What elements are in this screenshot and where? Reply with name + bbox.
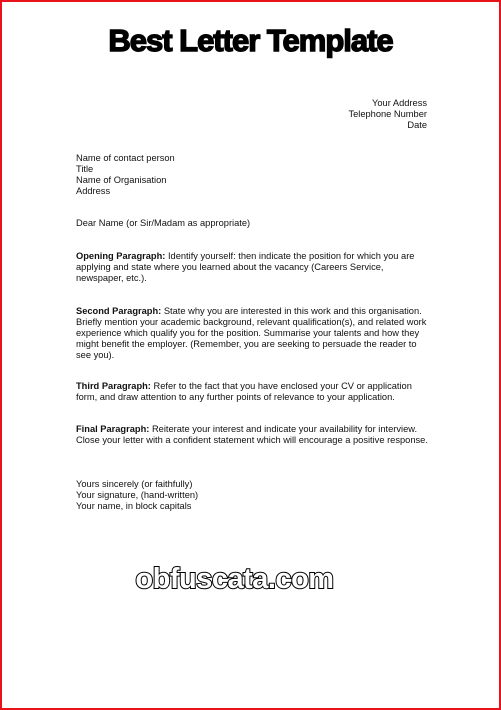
paragraph-body: Refer to the fact that you have enclosed your CV or application form, and draw attention to any further points of relevance to your application. (76, 381, 412, 402)
recipient-contact-line: Name of contact person (76, 153, 175, 163)
paragraph-heading: Opening Paragraph: (76, 251, 166, 261)
third-paragraph (76, 381, 428, 403)
recipient-organisation-line: Name of Organisation (76, 175, 167, 185)
recipient-title-line: Title (76, 164, 94, 174)
paragraph-body: State why you are interested in this work and this organisation. Briefly mention your academic background, relevant qualification(s), and related work experience which qualify you for the position. Summarise your talents and how they might benefit the employer. (Remember, you are seeking to persuade the reader to see you). (76, 306, 427, 360)
sender-telephone-line: Telephone Number (348, 109, 427, 119)
watermark: obfuscata.com (135, 563, 334, 595)
paragraph-heading: Third Paragraph: (76, 381, 151, 391)
paragraph-body: Reiterate your interest and indicate your availability for interview. Close your letter with a confident statement which will encourage a positive response. (76, 424, 428, 445)
sender-date-line: Date (407, 120, 427, 130)
paragraph-heading: Final Paragraph: (76, 424, 150, 434)
opening-paragraph (76, 251, 428, 284)
second-paragraph (76, 306, 428, 361)
final-paragraph (76, 424, 428, 446)
sender-address-line: Your Address (372, 98, 427, 108)
salutation: Dear Name (or Sir/Madam as appropriate) (76, 218, 251, 228)
sender-address (348, 98, 427, 131)
closing-block (76, 479, 198, 512)
recipient-block (76, 153, 175, 197)
closing-sincerely-line: Yours sincerely (or faithfully) (76, 479, 193, 489)
page-title: Best Letter Template (108, 23, 393, 58)
paragraph-heading: Second Paragraph: (76, 306, 162, 316)
closing-name-line: Your name, in block capitals (76, 501, 192, 511)
closing-signature-line: Your signature, (hand-written) (76, 490, 199, 500)
recipient-address-line: Address (76, 186, 111, 196)
paragraph-body: Identify yourself: then indicate the position for which you are applying and state where you learned about the vacancy (Careers Service, newspaper, etc.). (76, 251, 415, 283)
